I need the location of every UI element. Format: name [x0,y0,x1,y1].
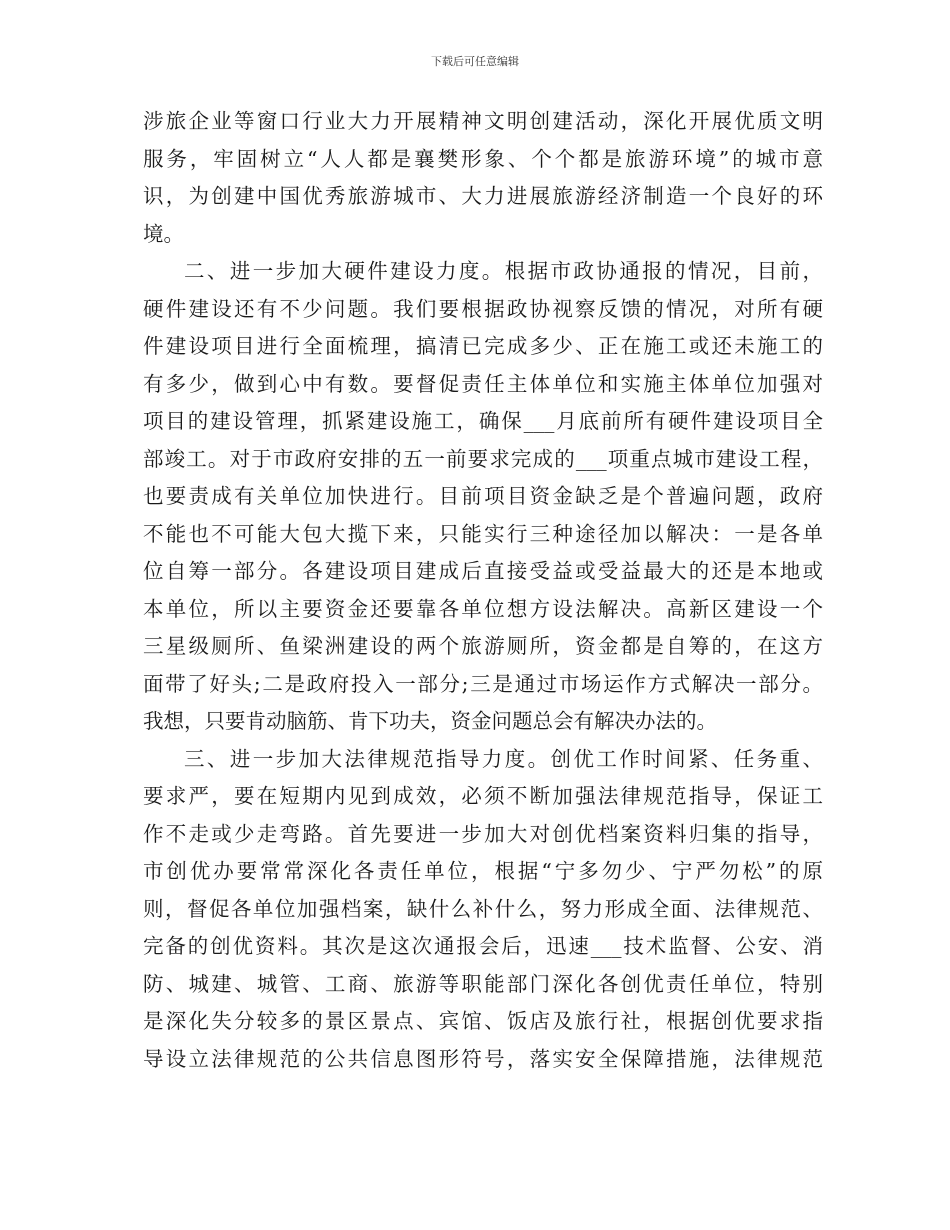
text-line: 完备的创优资料。其次是这次通报会后，迅速___技术监督、公安、消 [143,934,823,958]
text-line: 市创优办要常常深化各责任单位，根据“宁多勿少、宁严勿松”的原 [143,859,823,883]
text-line: 识，为创建中国优秀旅游城市、大力进展旅游经济制造一个良好的环 [143,184,823,208]
text-line: 我想，只要肯动脑筋、肯下功夫，资金问题总会有解决办法的。 [143,709,717,733]
text-line: 有多少，做到心中有数。要督促责任主体单位和实施主体单位加强对 [143,371,823,396]
text-line: 是深化失分较多的景区景点、宾馆、饭店及旅行社，根据创优要求指 [143,1009,823,1033]
text-line: 涉旅企业等窗口行业大力开展精神文明创建活动，深化开展优质文明 [143,109,823,133]
page-header: 下载后可任意编辑 [431,55,519,68]
paragraph-start-line: 三、进一步加大法律规范指导力度。创优工作时间紧、任务重、 [184,746,823,771]
text-line: 服务，牢固树立“人人都是襄樊形象、个个都是旅游环境”的城市意 [143,146,823,171]
text-line: 硬件建设还有不少问题。我们要根据政协视察反馈的情况，对所有硬 [143,296,823,321]
text-line: 部竣工。对于市政府安排的五一前要求完成的___项重点城市建设工程， [143,446,823,471]
text-line: 导设立法律规范的公共信息图形符号，落实安全保障措施，法律规范 [143,1046,823,1071]
text-line: 境。 [143,221,184,246]
text-line: 作不走或少走弯路。首先要进一步加大对创优档案资料归集的指导， [143,821,823,846]
text-line: 位自筹一部分。各建设项目建成后直接受益或受益最大的还是本地或 [143,559,823,583]
text-line: 也要责成有关单位加快进行。目前项目资金缺乏是个普遍问题，政府 [143,484,823,508]
document-body [143,103,823,1078]
text-line: 面带了好头;二是政府投入一部分;三是通过市场运作方式解决一部分。 [143,671,823,696]
text-line: 项目的建设管理，抓紧建设施工，确保___月底前所有硬件建设项目全 [143,409,823,433]
text-line: 要求严，要在短期内见到成效，必须不断加强法律规范指导，保证工 [143,784,823,808]
text-line: 不能也不可能大包大揽下来，只能实行三种途径加以解决：一是各单 [143,521,823,546]
text-line: 防、城建、城管、工商、旅游等职能部门深化各创优责任单位，特别 [143,971,823,996]
text-line: 则，督促各单位加强档案，缺什么补什么，努力形成全面、法律规范、 [143,896,823,921]
text-line: 本单位，所以主要资金还要靠各单位想方设法解决。高新区建设一个 [143,596,823,621]
text-line: 件建设项目进行全面梳理，搞清已完成多少、正在施工或还未施工的 [143,334,823,358]
text-line: 三星级厕所、鱼梁洲建设的两个旅游厕所，资金都是自筹的，在这方 [143,634,823,658]
paragraph-start-line: 二、进一步加大硬件建设力度。根据市政协通报的情况，目前， [184,259,823,283]
